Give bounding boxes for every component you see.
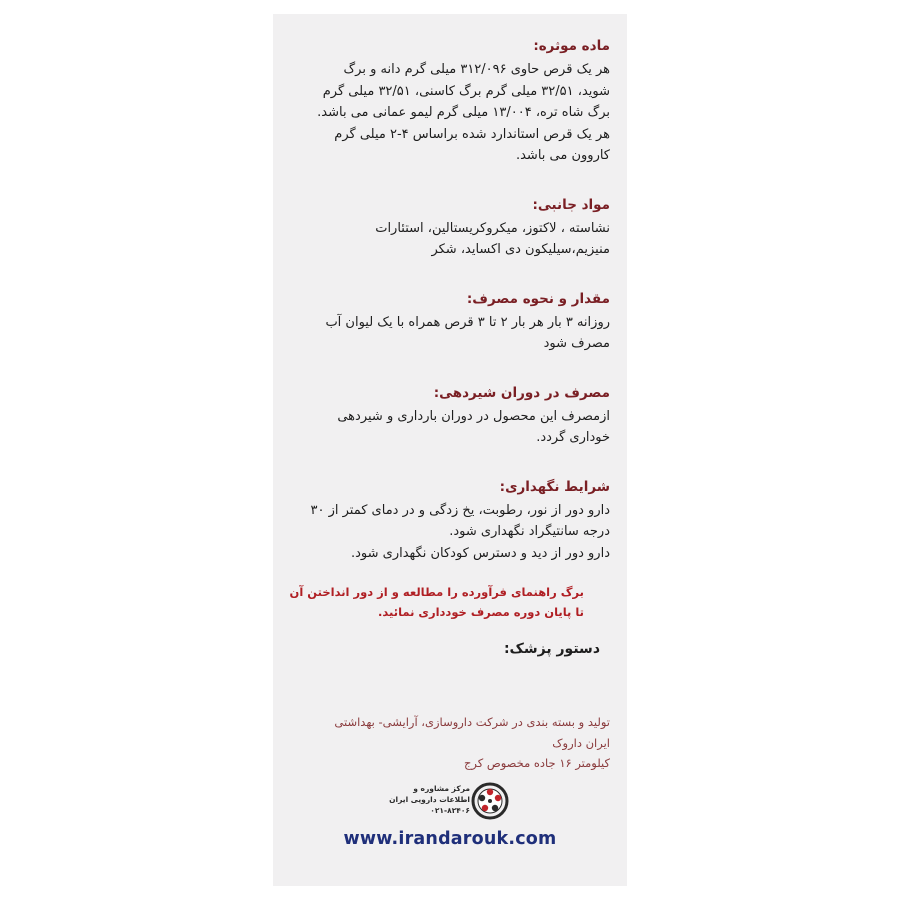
logo-line: مرکز مشاوره و — [413, 784, 470, 793]
section-line: منیزیم،سیلیکون دی اکساید، شکر — [431, 242, 610, 257]
section-breastfeeding — [283, 383, 610, 449]
drug-info-center-logo — [388, 781, 516, 821]
section-line: برگ شاه تره، ۱۳/۰۰۴ میلی گرم لیمو عمانی می باشد. — [317, 105, 610, 120]
section-heading: مواد جانبی: — [532, 196, 610, 213]
section-active-ingredients — [283, 36, 610, 167]
section-heading: ماده موثره: — [533, 38, 610, 54]
warning-note — [283, 582, 610, 622]
section-heading: شرایط نگهداری: — [499, 478, 610, 495]
section-line: دارو دور از نور، رطوبت، یخ زدگی و در دمای کمتر از ۳۰ — [310, 502, 610, 518]
section-excipients — [283, 195, 610, 261]
footer-line: ایران داروک — [552, 735, 610, 750]
section-line: شوید، ۳۲/۵۱ میلی گرم برگ کاسنی، ۳۲/۵۱ میلی گرم — [322, 83, 610, 99]
warning-line: تا پایان دوره مصرف خودداری نمائید. — [378, 605, 584, 619]
section-line: ازمصرف این محصول در دوران بارداری و شیردهی — [337, 408, 610, 424]
section-line: کاروون می باشد. — [515, 148, 610, 163]
film-reel-pill-icon — [470, 781, 510, 821]
section-line: خوداری گردد. — [536, 430, 610, 445]
manufacturer-footer — [285, 712, 610, 774]
section-line: روزانه ۳ بار هر بار ۲ تا ۳ قرص همراه با یک لیوان آب — [325, 314, 610, 330]
section-heading: مصرف در دوران شیردهی: — [433, 384, 610, 401]
logo-phone: ۰۲۱-۸۲۴۰۶ — [430, 806, 470, 815]
section-line: درجه سانتیگراد نگهداری شود. — [449, 524, 610, 539]
footer-line: تولید و بسته بندی در شرکت داروسازی، آرایشی- بهداشتی — [334, 715, 610, 729]
section-heading: مقدار و نحوه مصرف: — [466, 290, 610, 307]
section-line: مصرف شود — [543, 336, 610, 351]
leaflet-content — [283, 36, 610, 657]
doctor-instructions-label: دستور پزشک: — [503, 641, 600, 657]
section-line: هر یک قرص استاندارد شده براساس ۴-۲ میلی گرم — [334, 126, 610, 142]
section-dosage — [283, 289, 610, 355]
website-url[interactable]: www.irandarouk.com — [343, 829, 557, 849]
section-storage — [283, 477, 610, 565]
warning-line: برگ راهنمای فرآورده را مطالعه و از دور انداختن آن — [289, 585, 584, 599]
section-line: هر یک قرص حاوی ۳۱۲/۰۹۶ میلی گرم دانه و برگ — [343, 62, 610, 77]
logo-line: اطلاعات دارویی ایران — [389, 795, 470, 804]
section-line: نشاسته ، لاکتوز، میکروکریستالین، استئارات — [375, 220, 610, 236]
section-line: دارو دور از دید و دسترس کودکان نگهداری شود. — [350, 545, 610, 561]
footer-line: کیلومتر ۱۶ جاده مخصوص کرج — [463, 756, 610, 770]
logo-text — [388, 783, 470, 816]
